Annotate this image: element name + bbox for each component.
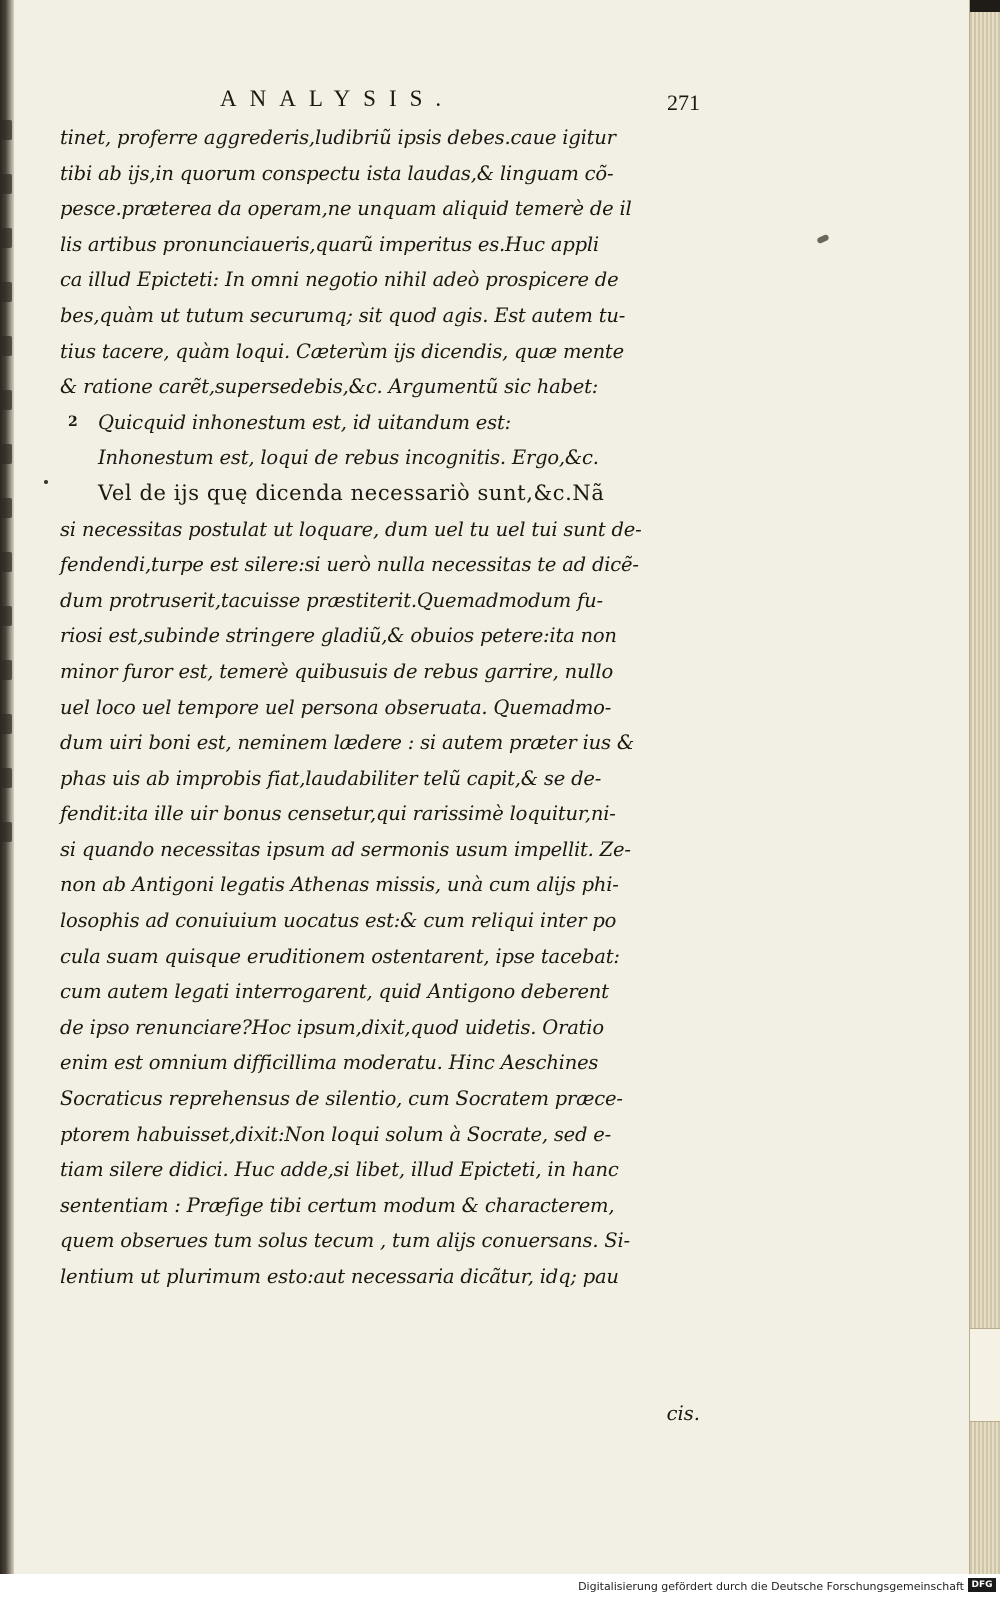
text-line: tibi ab ijs,in quorum conspectu ista laudas,& linguam cõ- xyxy=(60,161,614,185)
syllogism-premise: Quicquid inhonestum est, id uitandum est: xyxy=(98,410,511,434)
text-line: sententiam : Præfige tibi certum modum & characterem, xyxy=(60,1193,615,1217)
text-line: bes,quàm ut tutum securumq; sit quod agis. Est autem tu- xyxy=(60,303,626,327)
text-block xyxy=(60,80,700,1425)
running-title: ANALYSIS. xyxy=(220,86,455,111)
text-line: non ab Antigoni legatis Athenas missis, unà cum alijs phi- xyxy=(60,873,619,897)
text-line: lis artibus pronunciaueris,quarũ imperitus es.Huc appli xyxy=(60,232,599,256)
body-text xyxy=(60,120,700,1295)
text-line: fendit:ita ille uir bonus censetur,qui rarissimè loquitur,ni- xyxy=(60,802,616,826)
facing-page-bleed xyxy=(2,120,42,920)
text-line: uel loco uel tempore uel persona obseruata. Quemadmo- xyxy=(60,695,612,719)
funding-credit: Digitalisierung gefördert durch die Deutsche Forschungsgemeinschaft xyxy=(578,1580,964,1593)
text-line: Socraticus reprehensus de silentio, cum Socratem præce- xyxy=(60,1087,623,1111)
text-line: fendendi,turpe est silere:si uerò nulla necessitas te ad dicẽ- xyxy=(60,553,639,577)
text-line: & ratione carẽt,supersedebis,&c. Argumentũ sic habet: xyxy=(60,375,599,399)
text-line: dum uiri boni est, neminem lædere : si autem præter ius & xyxy=(60,731,634,755)
text-line: si necessitas postulat ut loquare, dum uel tu uel tui sunt de- xyxy=(60,517,642,541)
text-line: ca illud Epicteti: In omni negotio nihil adeò prospicere de xyxy=(60,268,619,292)
text-line: minor furor est, temerè quibusuis de rebus garrire, nullo xyxy=(60,659,613,683)
margin-ink-dot xyxy=(44,480,48,484)
text-line: de ipso renunciare?Hoc ipsum,dixit,quod uidetis. Oratio xyxy=(60,1015,604,1039)
margin-ink-mark xyxy=(816,234,829,245)
syllogism-line xyxy=(60,405,700,441)
edge-notch xyxy=(970,1328,1000,1422)
digitization-footer xyxy=(0,1574,1000,1597)
text-line: si quando necessitas ipsum ad sermonis usum impellit. Ze- xyxy=(60,837,631,861)
catchword: cis. xyxy=(666,1402,700,1425)
text-line: pesce.præterea da operam,ne unquam aliquid temerè de il xyxy=(60,197,632,221)
text-line: lentium ut plurimum esto:aut necessaria dicãtur, idq; pau xyxy=(60,1265,619,1288)
running-head xyxy=(60,80,700,120)
lemma-line: Vel de ijs quę dicenda necessariò sunt,&c.Nã xyxy=(98,480,605,505)
edge-tab xyxy=(970,0,1000,12)
text-line: enim est omnium difficillima moderatu. Hinc Aeschines xyxy=(60,1051,599,1075)
text-line: losophis ad conuiuium uocatus est:& cum reliqui inter po xyxy=(60,909,617,933)
text-line: ptorem habuisset,dixit:Non loqui solum à Socrate, sed e- xyxy=(60,1122,611,1146)
text-line: dum protruserit,tacuisse præstiterit.Quemadmodum fu- xyxy=(60,588,603,612)
page-fore-edge xyxy=(969,0,1000,1574)
text-line: cula suam quisque eruditionem ostentarent, ipse tacebat: xyxy=(60,944,620,968)
syllogism-marker: 2 xyxy=(68,413,78,430)
text-line: tinet, proferre aggrederis,ludibriũ ipsis debes.caue igitur xyxy=(60,126,616,149)
text-line: phas uis ab improbis fiat,laudabiliter telũ capit,& se de- xyxy=(60,766,602,790)
text-line: tius tacere, quàm loqui. Cæterùm ijs dicendis, quæ mente xyxy=(60,339,624,363)
page-number: 271 xyxy=(667,90,700,115)
text-line: tiam silere didici. Huc adde,si libet, illud Epicteti, in hanc xyxy=(60,1158,619,1182)
syllogism-conclusion: Inhonestum est, loqui de rebus incognitis. Ergo,&c. xyxy=(98,446,599,470)
text-line: cum autem legati interrogarent, quid Antigono deberent xyxy=(60,980,609,1004)
text-line: riosi est,subinde stringere gladiũ,& obuios petere:ita non xyxy=(60,624,617,648)
dfg-logo: DFG xyxy=(968,1578,996,1592)
text-line: quem obserues tum solus tecum , tum alijs conuersans. Si- xyxy=(60,1229,630,1253)
